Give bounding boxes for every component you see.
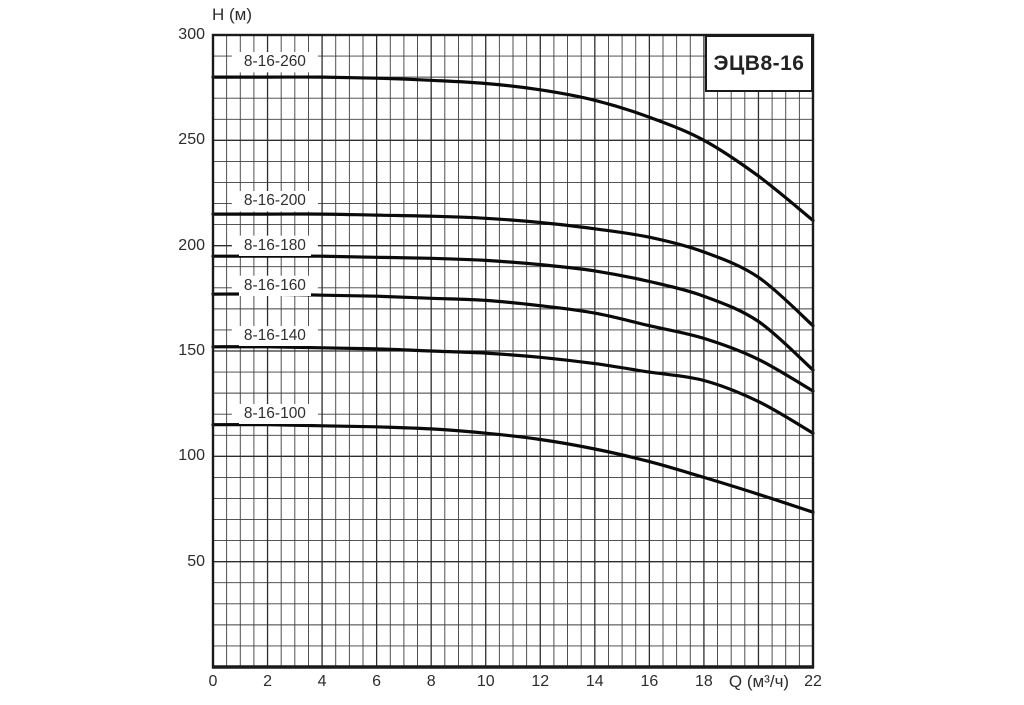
x-tick-label: 18 — [695, 673, 713, 690]
curve-label-8-16-160: 8-16-160 — [239, 276, 311, 296]
curve-label-8-16-260: 8-16-260 — [239, 52, 311, 72]
x-tick-label: 8 — [426, 673, 436, 690]
x-tick-label: 0 — [208, 673, 218, 690]
curve-label-8-16-200: 8-16-200 — [239, 191, 311, 211]
y-tick-label: 100 — [178, 447, 205, 465]
x-tick-label: 12 — [531, 673, 550, 690]
curve-label-8-16-180: 8-16-180 — [239, 236, 311, 256]
x-tick-label: 22 — [804, 673, 822, 690]
x-tick-label: 16 — [640, 673, 659, 690]
x-tick-label: 10 — [476, 673, 495, 690]
x-tick-label: 6 — [372, 673, 382, 690]
x-axis-title: Q (м³/ч) — [728, 672, 790, 691]
y-tick-label: 150 — [178, 342, 205, 359]
chart-title: ЭЦВ8-16 — [713, 51, 805, 75]
y-axis-title: H (м) — [212, 5, 253, 24]
curve-label-8-16-100: 8-16-100 — [239, 404, 311, 424]
y-tick-label: 250 — [178, 131, 205, 149]
x-tick-label: 14 — [585, 673, 604, 690]
y-tick-label: 300 — [178, 26, 205, 43]
y-tick-label: 50 — [187, 552, 205, 570]
x-tick-label: 2 — [263, 673, 272, 690]
x-tick-label: 4 — [317, 673, 327, 690]
y-tick-label: 200 — [178, 236, 205, 254]
chart-title-box — [705, 35, 813, 92]
curve-label-8-16-140: 8-16-140 — [239, 326, 311, 346]
